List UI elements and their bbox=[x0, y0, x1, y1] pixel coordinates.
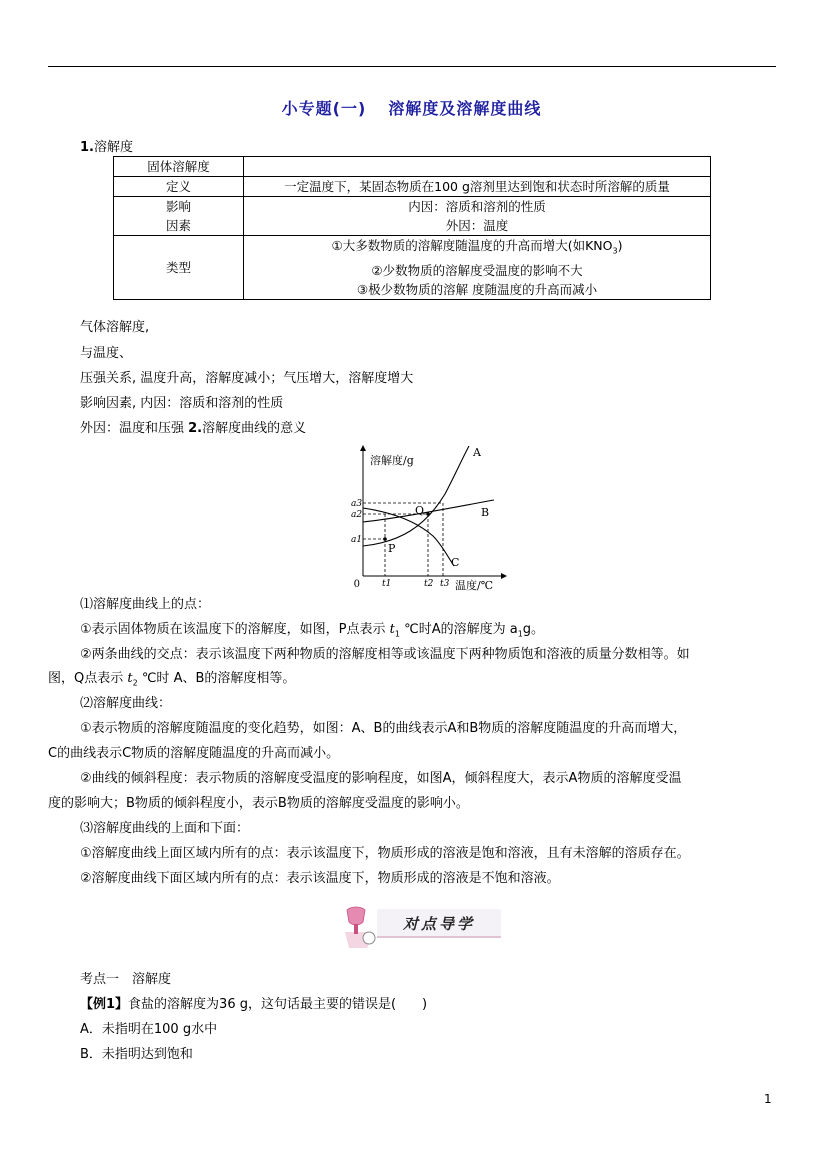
table-row bbox=[114, 157, 711, 177]
meaning-p3-line2: ②溶解度曲线下面区域内所有的点：表示该温度下，物质形成的溶液是不饱和溶液。 bbox=[80, 871, 560, 886]
meaning-p1-line2a: ②两条曲线的交点：表示该温度下两种物质的溶解度相等或该温度下两种物质饱和溶液的质量分数相等。如 bbox=[80, 647, 690, 662]
subscript: 2 bbox=[132, 678, 138, 688]
series-label-b: B bbox=[481, 506, 490, 519]
y-tick-label: a2 bbox=[351, 510, 363, 520]
cell-line: ③极少数物质的溶解 度随温度的升高而减小 bbox=[356, 281, 598, 297]
origin-label: 0 bbox=[353, 579, 360, 590]
table-cell: 固体溶解度 bbox=[114, 157, 244, 177]
meaning-p1-line2b bbox=[48, 669, 295, 694]
table-cell bbox=[244, 197, 711, 236]
table-row bbox=[114, 197, 711, 236]
table-cell bbox=[114, 197, 244, 236]
gas-line-1: 气体溶解度, bbox=[80, 320, 150, 335]
solubility-chart bbox=[330, 442, 510, 592]
text: ①表示固体物质在该温度下的溶解度，如图，P点表示 bbox=[80, 622, 390, 637]
table-cell bbox=[244, 236, 711, 300]
gas-line-5 bbox=[80, 419, 306, 439]
ball-icon bbox=[363, 932, 375, 944]
example-1 bbox=[80, 995, 427, 1015]
trophy-icon bbox=[347, 907, 365, 925]
text: g。 bbox=[522, 622, 545, 637]
meaning-p3-line1: ①溶解度曲线上面区域内所有的点：表示该温度下，物质形成的溶液是饱和溶液，且有未溶解的溶质存在。 bbox=[80, 846, 690, 861]
text: ℃时A的溶解度为 a bbox=[399, 622, 518, 637]
subscript: 1 bbox=[517, 629, 523, 639]
x-tick-label: t1 bbox=[382, 579, 392, 589]
table-cell: 一定温度下，某固态物质在100 g溶剂里达到饱和状态时所溶解的质量 bbox=[244, 177, 711, 197]
section-2-label: 溶解度曲线的意义 bbox=[202, 421, 307, 436]
curve-c bbox=[363, 508, 454, 566]
table-cell: 类型 bbox=[114, 236, 244, 300]
cell-line: 因素 bbox=[165, 218, 191, 233]
meaning-p3-head: ⑶溶解度曲线的上面和下面： bbox=[80, 821, 250, 836]
x-tick-label: t2 bbox=[424, 579, 434, 589]
page-number: 1 bbox=[764, 1092, 772, 1106]
trophy-stem bbox=[354, 924, 358, 934]
cell-text: ①大多数物质的溶解度随温度的升高而增大(如KNO bbox=[331, 238, 613, 253]
header-rule bbox=[48, 66, 776, 67]
subscript: 1 bbox=[394, 629, 400, 639]
table-row bbox=[114, 236, 711, 300]
meaning-p1-head: ⑴溶解度曲线上的点： bbox=[80, 597, 211, 612]
cell-line: ②少数物质的溶解度受温度的影响不大 bbox=[371, 262, 583, 278]
kaodian-title: 考点一 溶解度 bbox=[80, 972, 172, 987]
gas-line-2: 与温度、 bbox=[80, 346, 133, 361]
example-label: 【例1】 bbox=[80, 997, 129, 1012]
cell-line: 外因：温度 bbox=[445, 218, 509, 233]
meaning-p2-line2b: 度的影响大；B物质的倾斜程度小，表示B物质的溶解度受温度的影响小。 bbox=[48, 796, 469, 811]
section-1-heading bbox=[80, 136, 133, 155]
table-cell: 定义 bbox=[114, 177, 244, 197]
title-part1: 小专题(一) bbox=[281, 99, 367, 118]
text: t bbox=[389, 622, 395, 637]
example-text: 食盐的溶解度为36 g，这句话最主要的错误是( ) bbox=[128, 997, 428, 1012]
series-label-a: A bbox=[473, 446, 481, 459]
section-banner bbox=[345, 904, 505, 948]
y-tick-label: a1 bbox=[351, 535, 363, 545]
meaning-p1-line1 bbox=[80, 620, 544, 645]
gas-line-3: 压强关系, 温度升高，溶解度减小；气压增大，溶解度增大 bbox=[80, 371, 414, 386]
text: 外因：温度和压强 bbox=[80, 421, 189, 436]
option-a: A．未指明在100 g水中 bbox=[80, 1022, 218, 1037]
x-axis-label: 温度/℃ bbox=[455, 579, 494, 592]
text: ℃时 A、B的溶解度相等。 bbox=[137, 671, 296, 686]
solubility-table bbox=[113, 156, 711, 300]
section-1-label: 溶解度 bbox=[93, 140, 133, 155]
page-title bbox=[0, 96, 823, 119]
text: t bbox=[127, 671, 133, 686]
cell-line: 影响 bbox=[165, 199, 191, 214]
y-tick-label: a3 bbox=[351, 499, 363, 509]
banner-text: 对点导学 bbox=[402, 915, 476, 933]
y-axis-label: 溶解度/g bbox=[370, 454, 414, 467]
title-part2: 溶解度及溶解度曲线 bbox=[388, 99, 542, 118]
point-label-p: P bbox=[388, 542, 396, 555]
option-b: B．未指明达到饱和 bbox=[80, 1047, 193, 1062]
gas-line-4: 影响因素, 内因：溶质和溶剂的性质 bbox=[80, 396, 284, 411]
table-cell bbox=[244, 157, 711, 177]
x-tick-label: t3 bbox=[440, 579, 450, 589]
section-1-number: 1. bbox=[80, 140, 94, 155]
meaning-p2-line1a: ①表示物质的溶解度随温度的变化趋势，如图：A、B的曲线表示A和B物质的溶解度随温度的升高而增大， bbox=[80, 721, 687, 736]
cell-line: 内因：溶质和溶剂的性质 bbox=[408, 199, 546, 214]
point-p bbox=[383, 537, 387, 541]
table-row bbox=[114, 177, 711, 197]
subscript: 3 bbox=[612, 246, 618, 256]
cell-text: ) bbox=[617, 238, 623, 253]
meaning-p2-head: ⑵溶解度曲线： bbox=[80, 696, 172, 711]
meaning-p2-line2a: ②曲线的倾斜程度：表示物质的溶解度受温度的影响程度，如图A，倾斜程度大，表示A物质的溶解度受温 bbox=[80, 771, 682, 786]
meaning-p2-line1b: C的曲线表示C物质的溶解度随温度的升高而减小。 bbox=[48, 746, 340, 761]
cell-line bbox=[246, 236, 708, 261]
point-q bbox=[426, 512, 430, 516]
section-2-number: 2. bbox=[188, 421, 203, 436]
series-label-c: C bbox=[451, 556, 460, 569]
point-label-q: Q bbox=[415, 504, 425, 517]
text: 图，Q点表示 bbox=[48, 671, 128, 686]
